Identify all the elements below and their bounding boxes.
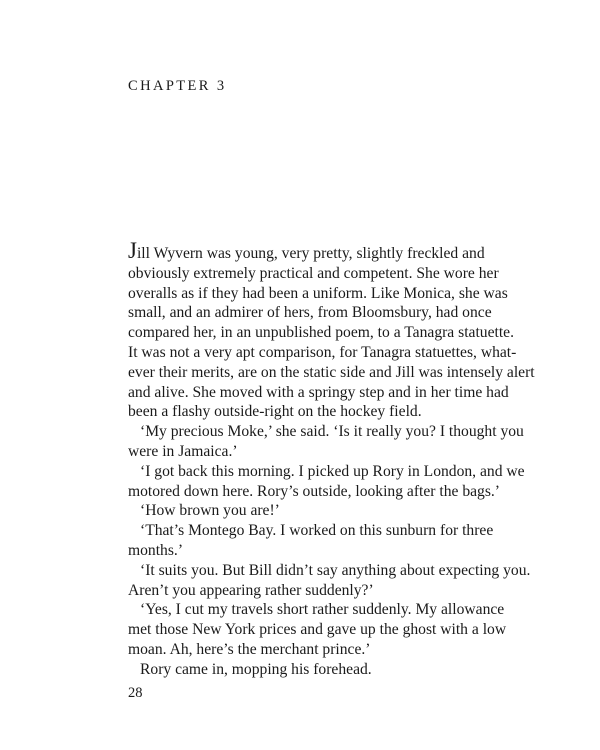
text-line: were in Jamaica.’ [128, 442, 238, 460]
text-line: obviously extremely practical and competent. She wore her [128, 264, 499, 282]
dialogue-paragraph [128, 521, 494, 561]
drop-cap: J [128, 238, 137, 263]
text-line: ‘Yes, I cut my travels short rather suddenly. My allowance [140, 601, 505, 619]
text-line: ‘I got back this morning. I picked up Rory in London, and we [140, 462, 525, 480]
text-line: ‘That’s Montego Bay. I worked on this sunburn for three [140, 522, 494, 540]
text-line [128, 238, 485, 264]
text-line: It was not a very apt comparison, for Tanagra statuettes, what- [128, 343, 517, 361]
text-line: ‘How brown you are!’ [140, 502, 280, 520]
text-line: met those New York prices and gave up the ghost with a low [128, 621, 507, 639]
text-line: months.’ [128, 541, 184, 559]
dialogue-paragraph [128, 501, 471, 521]
text-line: Rory came in, mopping his forehead. [140, 660, 372, 678]
text-line: overalls as if they had been a uniform. Like Monica, she was [128, 284, 508, 302]
text-line: and alive. She moved with a springy step and in her time had [128, 383, 509, 401]
chapter-heading: CHAPTER 3 [128, 78, 227, 94]
text-line: small, and an admirer of hers, from Bloomsbury, had once [128, 304, 492, 322]
text-line: motored down here. Rory’s outside, looking after the bags.’ [128, 482, 501, 500]
text-line: ‘It suits you. But Bill didn’t say anything about expecting you. [140, 561, 531, 579]
opening-paragraph [128, 238, 535, 422]
text-line: ever their merits, are on the static side and Jill was intensely alert [128, 363, 535, 381]
body-text [128, 238, 535, 680]
text-line: Aren’t you appearing rather suddenly?’ [128, 581, 374, 599]
dialogue-paragraph [128, 422, 524, 462]
text-line: been a flashy outside-right on the hockey field. [128, 403, 422, 421]
text-line: ‘My precious Moke,’ she said. ‘Is it really you? I thought you [140, 423, 524, 441]
dialogue-paragraph [128, 462, 525, 502]
narration-paragraph [128, 660, 471, 680]
first-line-text: ill Wyvern was young, very pretty, slightly freckled and [136, 245, 485, 262]
dialogue-paragraph [128, 600, 507, 659]
page-number: 28 [128, 685, 143, 701]
text-line: compared her, in an unpublished poem, to a Tanagra statuette. [128, 324, 514, 342]
text-line: moan. Ah, here’s the merchant prince.’ [128, 640, 371, 658]
dialogue-paragraph [128, 561, 531, 601]
